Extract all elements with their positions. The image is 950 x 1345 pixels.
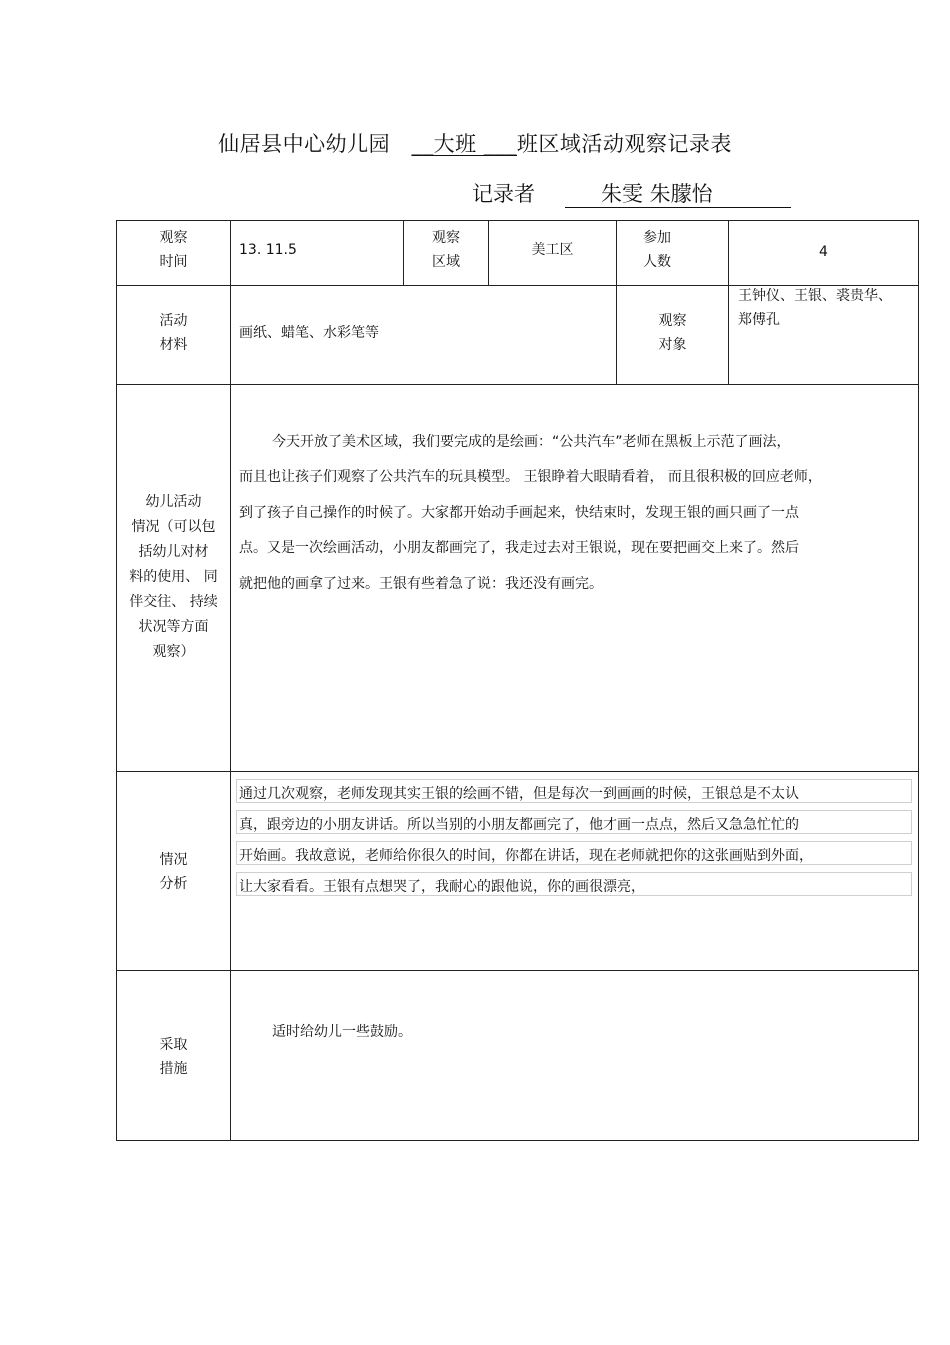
subject-label-line2: 对象 — [658, 337, 687, 353]
col-divider — [230, 220, 231, 1141]
activity-text-line: 就把他的画拿了过来。王银有些着急了说：我还没有画完。 — [239, 576, 603, 592]
participants-label — [643, 226, 671, 274]
activity-label-line: 情况（可以包 — [131, 519, 216, 535]
measures-text: 适时给幼儿一些鼓励。 — [272, 1024, 412, 1040]
activity-label — [117, 490, 230, 665]
analysis-text-line: 真，跟旁边的小朋友讲话。所以当别的小朋友都画完了，他才画一点点，然后又急急忙忙的 — [239, 817, 799, 833]
activity-text-line: 到了孩子自己操作的时候了。大家都开始动手画起来，快结束时，发现王银的画只画了一点 — [239, 505, 799, 521]
activity-label-line: 伴交往、 持续 — [129, 594, 218, 610]
table-border-top — [116, 220, 919, 221]
participants-label-line2: 人数 — [643, 254, 671, 270]
subject-label — [617, 309, 728, 357]
obs-area-label-line2: 区域 — [432, 254, 460, 270]
analysis-label-line1: 情况 — [159, 852, 188, 868]
recorder-label: 记录者 — [472, 182, 535, 206]
obs-time-label-line1: 观察 — [159, 230, 188, 246]
participants-label-line1: 参加 — [643, 230, 671, 246]
activity-label-line: 状况等方面 — [138, 619, 209, 635]
analysis-text-line: 开始画。我故意说，老师给你很久的时间，你都在讲话，现在老师就把你的这张画贴到外面， — [239, 848, 813, 864]
obs-area-label — [404, 226, 488, 274]
activity-text-line: 而且也让孩子们观察了公共汽车的玩具模型。 王银睁着大眼睛看着， 而且很积极的回应老师， — [239, 469, 822, 485]
title-class-underline — [412, 133, 517, 156]
measures-label-line1: 采取 — [159, 1037, 188, 1053]
col-divider — [616, 220, 617, 385]
analysis-text-line: 让大家看看。王银有点想哭了，我耐心的跟他说，你的画很漂亮， — [239, 879, 645, 895]
measures-label — [117, 1033, 230, 1081]
materials-label-line2: 材料 — [159, 337, 188, 353]
participants-value: 4 — [819, 244, 828, 260]
activity-label-line: 幼儿活动 — [145, 494, 202, 510]
analysis-label — [117, 848, 230, 896]
table-border-bottom — [116, 1140, 919, 1141]
table-border-left — [116, 220, 117, 1141]
obs-time-value: 13. 11.5 — [239, 242, 297, 258]
activity-text-line: 点。又是一次绘画活动，小朋友都画完了，我走过去对王银说，现在要把画交上来了。然后 — [239, 540, 799, 556]
subject-value-line2: 郑傅孔 — [738, 312, 780, 328]
measures-label-line2: 措施 — [159, 1061, 188, 1077]
subject-label-line1: 观察 — [658, 313, 687, 329]
title-blank-2: ___ — [476, 132, 517, 156]
activity-text-line: 今天开放了美术区域，我们要完成的是绘画：“公共汽车”老师在黑板上示范了画法， — [272, 434, 791, 450]
materials-label-line1: 活动 — [159, 313, 188, 329]
row-divider — [116, 771, 919, 772]
title-class-name: 大班 — [433, 132, 477, 156]
obs-time-label-line2: 时间 — [159, 254, 188, 270]
obs-time-label — [117, 226, 230, 274]
obs-area-label-line1: 观察 — [432, 230, 460, 246]
obs-area-value: 美工区 — [531, 242, 574, 258]
activity-label-line: 括幼儿对材 — [138, 544, 209, 560]
analysis-text-line: 通过几次观察，老师发现其实王银的绘画不错，但是每次一到画画的时候，王银总是不太认 — [239, 786, 799, 802]
subject-value — [738, 284, 892, 332]
page-title — [0, 128, 950, 158]
recorder-line — [472, 178, 791, 208]
title-blank-1: __ — [411, 132, 434, 156]
subject-value-line1: 王钟仪、王银、裘贵华、 — [738, 288, 892, 304]
materials-value: 画纸、蜡笔、水彩笔等 — [239, 325, 379, 341]
activity-label-line: 料的使用、 同 — [129, 569, 218, 585]
materials-label — [117, 309, 230, 357]
analysis-label-line2: 分析 — [159, 876, 188, 892]
title-school: 仙居县中心幼儿园 — [218, 132, 391, 156]
title-suffix: 班区域活动观察记录表 — [516, 132, 732, 156]
activity-label-line: 观察） — [152, 644, 195, 660]
row-divider — [116, 384, 919, 385]
row-divider — [116, 970, 919, 971]
recorder-names: 朱雯 朱朦怡 — [565, 181, 791, 208]
table-border-right — [918, 220, 919, 1141]
